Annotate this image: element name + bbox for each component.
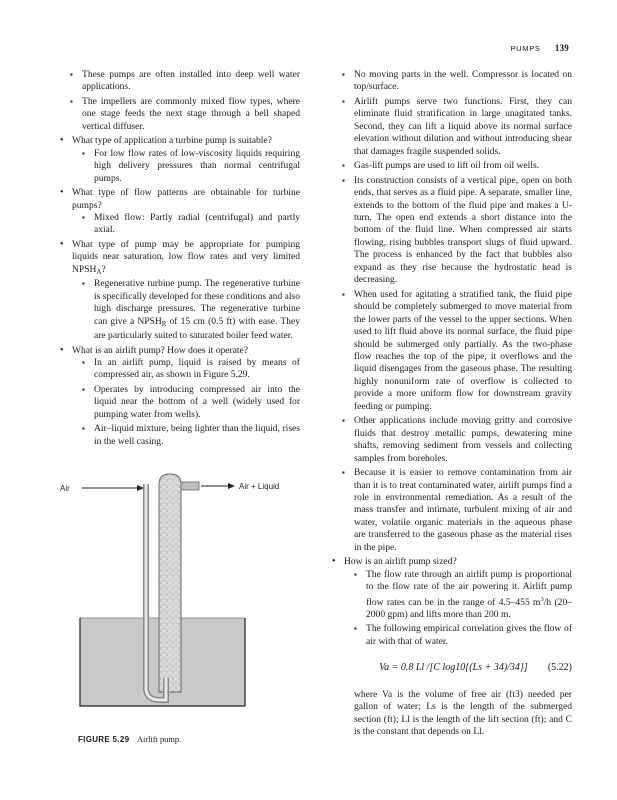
page-header [511,43,569,55]
answer-text: Regenerative turbine pump. The regenerative turbine is specifically developed for these conditions and also high discharge pressures. The regenerative turbine can give a NPSH [94,278,300,327]
fluid-pipe [159,474,181,692]
figure-caption-text: Airlift pump. [136,735,182,744]
equation-number: (5.22) [547,662,572,674]
airlift-pump-figure [60,470,300,720]
air-label: Air [60,484,70,493]
answer-item: ▪ In an airlift pump, liquid is raised by means of compressed air, as shown in Figure 5.29. [72,357,300,382]
figure-label: FIGURE 5.29 [78,735,130,744]
air-liquid-label: Air + Liquid [239,482,280,491]
list-item: ▪ These pumps are often installed into deep well water applications. [60,69,300,94]
equation-5-22 [332,662,572,674]
answer-item [344,569,572,622]
answer-item: ▪ Air–liquid mixture, being lighter than the liquid, rises in the well casing. [72,423,300,448]
question-item [60,345,300,449]
figure-caption [78,735,181,744]
question-text: What is an airlift pump? How does it operate? [72,344,249,356]
question-item [60,135,300,185]
answer-item: ▪ Mixed flow: Partly radial (centrifugal) and partly axial. [72,212,300,237]
question-end: ? [101,263,106,275]
question-item [332,556,572,648]
answer-text: of 15 cm (0.5 ft) with ease. They are particularly suited to saturated boiler feed water. [94,315,300,342]
answer-text: The flow rate through an airlift pump is proportional to the flow rate of the air powering it. Airlift pump flow rates can be in the range of 4.5–455 m [366,568,572,608]
air-arrowhead [137,485,144,491]
list-item: ▪ Airlift pumps serve two functions. First, they can eliminate fluid stratification in large unagitated tanks. Second, they can lift a liquid above its normal surface elevation without dilution and without introducing shear that damages fragile suspended solids. [332,96,572,158]
air-liquid-arrowhead [228,483,235,489]
question-text: What type of flow patterns are obtainable for turbine pumps? [72,187,300,211]
list-item: ▪ Gas-lift pumps are used to lift oil from oil wells. [332,160,572,172]
answer-item [72,278,300,342]
question-item [60,239,300,343]
list-item: ▪ The impellers are commonly mixed flow types, where one stage feeds the next stage through a bell shaped vertical diffuser. [60,96,300,133]
question-text: What type of application a turbine pump is suitable? [72,135,272,147]
right-column [332,69,572,739]
list-item: ▪ Other applications include moving gritty and corrosive fluids that destroy metallic pumps, dewatering mine shafts, removing sediment from vessels and collecting samples from boreholes. [332,415,572,465]
list-item: ▪ Its construction consists of a vertical pipe, open on both ends, that serves as a fluid pipe. A separate, smaller line, extends to the bottom of the fluid pipe and makes a U-turn. The open end extends a short distance into the bottom of the fluid line. When compressed air starts flowing, rising bubbles transport slugs of fluid upward. The process is enhanced by the fact that bubbles also expand as they rise because the hydrostatic head is decreasing. [332,175,572,287]
question-item [60,187,300,237]
question-text: How is an airlift pump sized? [344,556,457,568]
question-text: What type of pump may be appropriate for pumping liquids near saturation, low flow rates and very limited NPSH [72,238,300,275]
pipe-outlet [181,482,199,490]
where-paragraph: where Va is the volume of free air (ft3) needed per gallon of water; Ls is the length of the submerged section (ft); Ll is the length of the lift section (ft); and C is the constant that depends on Ll. [354,688,572,738]
answer-item: ▪ For low flow rates of low-viscosity liquids requiring high delivery pressures than normal centrifugal pumps. [72,148,300,185]
subscript: A [96,267,102,276]
list-item: ▪ Because it is easier to remove contamination from air than it is to treat contaminated water, airlift pumps find a role in environmental remediation. As a result of the mass transfer and intimate, turbulent mixing of air and water, volatile organic materials in the aqueous phase are transferred to the gaseous phase as the material rises in the pipe. [332,467,572,554]
left-column [60,69,300,450]
answer-item: ▪ Operates by introducing compressed air into the liquid near the bottom of a well (widely used for pumping water from wells). [72,384,300,421]
running-head: PUMPS [510,44,541,53]
list-item: ▪ When used for agitating a stratified tank, the fluid pipe should be completely submerged to move material from the lower parts of the vessel to the upper sections. When used to lift fluid above its normal surface, the fluid pipe should be submerged only partially. As the two-phase flow reaches the top of the pipe, it overflows and the liquid disengages from the gaseous phase. The resulting highly nonuniform rate of overflow is collected to provide a more uniform flow for downstream gravity feeding or pumping. [332,289,572,414]
list-item: ▪ No moving parts in the well. Compressor is located on top/surface. [332,69,572,94]
answer-item: ▪ The following empirical correlation gives the flow of air with that of water. [344,623,572,648]
subscript: R [161,319,167,328]
answer-text: /h (20–2000 gpm) and lifts more than 200 m. [366,596,572,621]
page-number: 139 [554,43,569,53]
superscript: 3 [540,595,544,603]
airlift-pump-diagram [60,470,300,720]
equation-expression: Va = 0.8 Ll /[C log10{(Ls + 34)/34}] [379,662,528,674]
